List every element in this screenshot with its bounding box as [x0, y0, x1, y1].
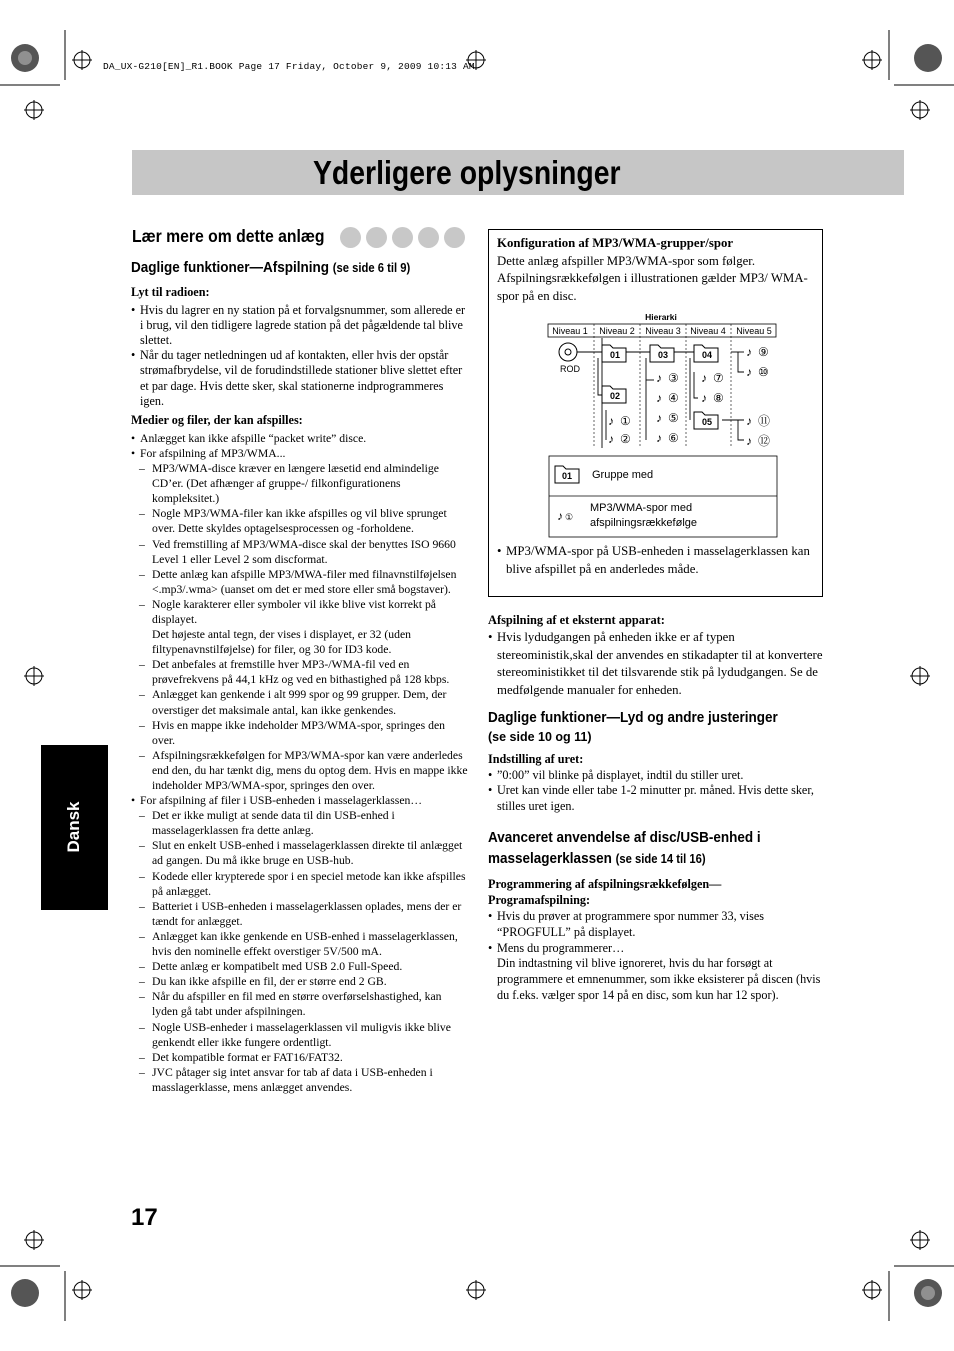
clock-heading: Indstilling af uret: [488, 752, 584, 767]
svg-text:♪: ♪ [746, 414, 752, 428]
subheading-advanced-1: Avanceret anvendelse af disc/USB-enhed i [488, 829, 761, 847]
track-mark: ② [620, 432, 631, 446]
page-number: 17 [131, 1204, 158, 1231]
print-header: DA_UX-G210[EN]_R1.BOOK Page 17 Friday, October 9, 2009 10:13 AM [103, 61, 475, 72]
level-label: Niveau 2 [599, 326, 635, 336]
radio-heading: Lyt til radioen: [131, 285, 210, 299]
list-item: – MP3/WMA-disce kræver en længere læsetid end almindelige CD’er. (Det afhænger af gruppe-/ filkonfigurationens kompleksitet.) [131, 461, 469, 506]
list-item: • ”0:00” vil blinke på displayet, indtil du stiller uret. [488, 768, 826, 784]
level-label: Niveau 4 [690, 326, 726, 336]
list-item: – Batteriet i USB-enheden i masselagerklassen oplades, mens der er tændt for anlægget. [131, 899, 469, 929]
subheading-playback [131, 259, 435, 277]
svg-text:♪: ♪ [746, 434, 752, 448]
subheading-sound-ref: (se side 10 og 11) [488, 730, 592, 745]
list-item: • Hvis du lagrer en ny station på et forvalgsnummer, som allerede er i brug, vil den tidligere lagrede station på det pågældende tal blive slettet. [131, 303, 469, 348]
list-item: – Anlægget kan genkende i alt 999 spor og 99 grupper. Dem, der overstiger det maksimale antal, kan ikke genkendes. [131, 687, 469, 717]
group-label: 05 [701, 417, 713, 427]
language-tab [41, 745, 108, 910]
program-heading-2: Programafspilning: [488, 893, 591, 908]
list-note: Din indtastning vil blive ignoreret, hvis du har forsøgt at programmere et emnenummer, som ikke eksisterer på discen (hvis du f.eks. vælger spor 14 på en disc, som kun har 12 spor). [497, 956, 821, 1002]
right-column [488, 612, 826, 1004]
config-box-text [497, 235, 815, 305]
list-item: – Nogle karakterer eller symboler vil ikke blive vist korrekt på displayet. [131, 597, 469, 627]
group-label: 04 [701, 350, 713, 360]
list-item: – Det anbefales at fremstille hver MP3-/WMA-fil ved en prøvefrekvens på 44,1 kHz og ved en bithastighed på 128 kbps. [131, 657, 469, 687]
list-item: – Afspilningsrækkefølgen for MP3/WMA-spor kan være anderledes end den, du har tænkt dig, mens du optog dem. Hvis en mappe ikke indeholder MP3/WMA-spor, springes den over. [131, 748, 469, 793]
level-label: Niveau 1 [552, 326, 588, 336]
list-item: • Anlægget kan ikke afspille “packet write” disce. [131, 431, 469, 446]
list-item: – Dette anlæg er kompatibelt med USB 2.0 Full-Speed. [131, 959, 469, 974]
svg-text:♪: ♪ [608, 414, 614, 428]
list-item: – Du kan ikke afspille en fil, der er større end 2 GB. [131, 974, 469, 989]
list-item: • Hvis lydudgangen på enheden ikke er af typen stereoministik,skal der anvendes en stikadapter til at konvertere stereoministikket til det tilsvarende stik på lydudgangen. Se de medfølgende manualer for enheden. [488, 629, 826, 699]
list-item: • Mens du programmerer… [488, 941, 826, 957]
track-mark: ① [620, 414, 631, 428]
list-item: – JVC påtager sig intet ansvar for tab af data i USB-enheden i masslagerklasse, mens anlægget anvendes. [131, 1065, 469, 1095]
svg-text:♪: ♪ [656, 411, 662, 425]
list-item: • For afspilning af filer i USB-enheden i masselagerklassen… [131, 793, 469, 808]
track-mark: ⑥ [668, 431, 679, 445]
svg-text:♪: ♪ [656, 391, 662, 405]
list-note: Det højeste antal tegn, der vises i displayet, er 32 (uden filtypenavnstilføjelse) for filer, og 30 for ID3 kode. [152, 628, 411, 657]
list-item: – Det er ikke muligt at sende data til din USB-enhed i masselagerklassen fra dette anlæg. [131, 808, 469, 838]
section-heading: Lær mere om dette anlæg [132, 226, 325, 246]
track-mark: ⑦ [713, 371, 724, 385]
heading-dots [340, 227, 470, 253]
subheading-main: Daglige funktioner—Afspilning [131, 259, 329, 276]
page-title: Yderligere oplysninger [313, 154, 621, 191]
subheading-main: masselagerklassen [488, 850, 612, 868]
box-bullet: • MP3/WMA-spor på USB-enheden i masselagerklassen kan blive afspillet på en anderledes måde. [497, 543, 819, 578]
track-mark: ③ [668, 371, 679, 385]
subheading-sound: Daglige funktioner—Lyd og andre justeringer [488, 709, 778, 727]
track-mark: ⑫ [758, 434, 771, 448]
subheading-ref: (se side 14 til 16) [615, 852, 706, 867]
track-mark: ⑤ [668, 411, 679, 425]
external-heading: Afspilning af et eksternt apparat: [488, 613, 665, 627]
list-item: – Dette anlæg kan afspille MP3/MWA-filer med filnavnstilføjelsen <.mp3/.wma> (uanset om det er med store eller små bogstaver). [131, 567, 469, 597]
left-column [131, 259, 469, 1095]
svg-text:♪: ♪ [557, 509, 563, 523]
svg-text:♪: ♪ [656, 371, 662, 385]
list-item: • Når du tager netledningen ud af kontakten, eller hvis der opstår strømafbrydelse, vil de forudindstillede stationer blive slettet efter et par dage. Hvis dette sker, skal stationerne indprogrammeres igen. [131, 348, 469, 408]
svg-text:♪: ♪ [701, 371, 707, 385]
subheading-advanced-2 [488, 848, 792, 870]
list-item: • Uret kan vinde eller tabe 1-2 minutter pr. måned. Hvis dette sker, stilles uret igen. [488, 783, 826, 814]
track-mark: ⑨ [758, 345, 769, 359]
svg-text:♪: ♪ [746, 345, 752, 359]
legend-track-line1: MP3/WMA-spor med [590, 502, 693, 514]
config-description: Dette anlæg afspiller MP3/WMA-spor som følger. Afspilningsrækkefølgen i illustrationen gælder MP3/ WMA-spor på en disc. [497, 253, 808, 303]
svg-text:♪: ♪ [608, 432, 614, 446]
list-item: – Hvis en mappe ikke indeholder MP3/WMA-spor, springes den over. [131, 718, 469, 748]
track-mark: ⑩ [758, 365, 769, 379]
media-heading: Medier og filer, der kan afspilles: [131, 412, 303, 427]
legend-group-icon: 01 [561, 471, 573, 481]
hierarchy-label: Hierarki [645, 312, 677, 322]
svg-text:♪: ♪ [746, 365, 752, 379]
group-label: 02 [609, 391, 621, 401]
list-item: • Hvis du prøver at programmere spor nummer 33, vises “PROGFULL” på displayet. [488, 909, 826, 941]
list-item: • For afspilning af MP3/WMA... [131, 446, 469, 461]
svg-text:♪: ♪ [656, 431, 662, 445]
group-label: 01 [609, 350, 621, 360]
program-heading-1: Programmering af afspilningsrækkefølgen— [488, 877, 722, 892]
list-item: – Kodede eller krypterede spor i en speciel metode kan ikke afspilles på anlægget. [131, 869, 469, 899]
hierarchy-diagram [546, 310, 786, 540]
root-label: ROD [560, 364, 580, 374]
language-tab-label: Dansk [64, 801, 83, 853]
list-item: – Anlægget kan ikke genkende en USB-enhed i masselagerklassen, hvis den nominelle effekt overstiger 5V/500 mA. [131, 929, 469, 959]
subheading-ref: (se side 6 til 9) [332, 261, 411, 275]
legend-track-line2: afspilningsrækkefølge [590, 517, 697, 529]
list-item: – Det kompatible format er FAT16/FAT32. [131, 1050, 469, 1065]
level-label: Niveau 3 [645, 326, 681, 336]
list-item: – Nogle MP3/WMA-filer kan ikke afspilles og vil blive sprunget over. Dette skyldes optagelsesprocessen og -forholdene. [131, 506, 469, 536]
list-item: – Nogle USB-enheder i masselagerklassen vil muligvis ikke blive genkendt eller ikke fungere ordentligt. [131, 1020, 469, 1050]
list-item: – Ved fremstilling af MP3/WMA-disce skal der benyttes ISO 9660 Level 1 eller Level 2 som discformat. [131, 537, 469, 567]
list-item: – Når du afspiller en fil med en større overførselshastighed, kan lyden gå tabt under afspilningen. [131, 989, 469, 1019]
level-label: Niveau 5 [736, 326, 772, 336]
track-mark: ⑧ [713, 391, 724, 405]
list-item: – Slut en enkelt USB-enhed i masselagerklassen direkte til anlægget ad gangen. Du må ikke bruge en USB-hub. [131, 838, 469, 868]
svg-text:♪: ♪ [701, 391, 707, 405]
config-heading: Konfiguration af MP3/WMA-grupper/spor [497, 236, 734, 250]
group-label: 03 [657, 350, 669, 360]
legend-group-label: Gruppe med [592, 469, 654, 481]
track-mark: ⑪ [758, 414, 771, 428]
track-mark: ④ [668, 391, 679, 405]
legend-track-mark: ① [565, 512, 574, 522]
